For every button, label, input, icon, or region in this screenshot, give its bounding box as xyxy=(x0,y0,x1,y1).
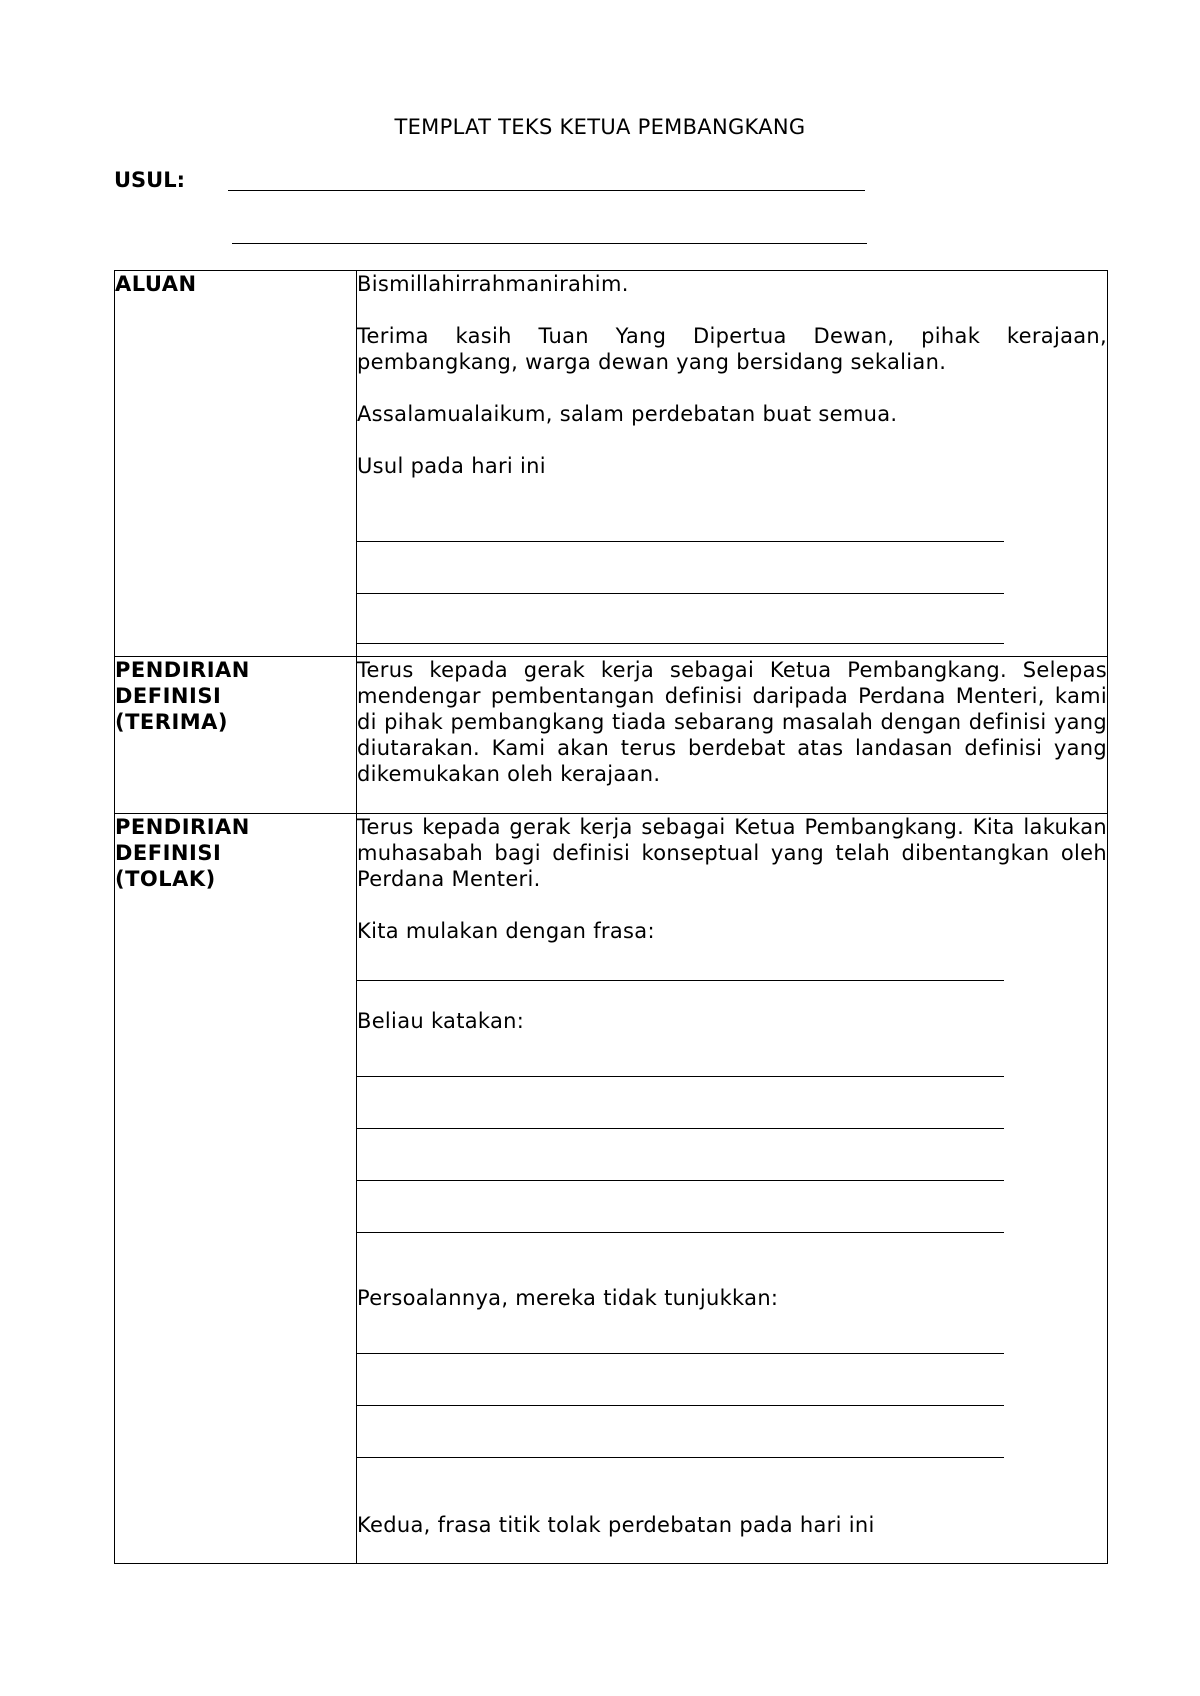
aluan-blank-line-3 xyxy=(357,643,1004,644)
tolak-intro: Terus kepada gerak kerja sebagai Ketua Pembangkang. Kita lakukan muhasabah bagi definisi konseptual yang telah dibentangkan oleh Perdana Menteri. xyxy=(357,815,1107,891)
tolak-label-cell xyxy=(115,814,357,1564)
tolak-label-line-1: PENDIRIAN xyxy=(115,815,250,839)
template-table xyxy=(114,270,1108,1564)
aluan-row xyxy=(115,271,1108,657)
terima-label-line-1: PENDIRIAN xyxy=(115,658,250,682)
terima-content-cell xyxy=(357,657,1108,814)
page-title: TEMPLAT TEKS KETUA PEMBANGKANG xyxy=(394,115,806,139)
tolak-label-line-3: (TOLAK) xyxy=(115,867,216,891)
terima-row xyxy=(115,657,1108,814)
terima-paragraph: Terus kepada gerak kerja sebagai Ketua Pembangkang. Selepas mendengar pembentangan definisi daripada Perdana Menteri, kami di pihak pembangkang tiada sebarang masalah dengan definisi yang diutarakan. Kami akan terus berdebat atas landasan definisi yang dikemukakan oleh kerajaan. xyxy=(357,658,1107,786)
usul-label: USUL: xyxy=(114,168,186,192)
tolak-kedua-prompt: Kedua, frasa titik tolak perdebatan pada hari ini xyxy=(357,1513,875,1537)
aluan-content-cell xyxy=(357,271,1108,657)
aluan-salam: Assalamualaikum, salam perdebatan buat semua. xyxy=(357,402,898,426)
terima-label-line-3: (TERIMA) xyxy=(115,710,228,734)
aluan-thanks: Terima kasih Tuan Yang Dipertua Dewan, pihak kerajaan, pembangkang, warga dewan yang bersidang sekalian. xyxy=(357,324,1107,374)
tolak-content-cell xyxy=(357,814,1108,1564)
tolak-row xyxy=(115,814,1108,1564)
tolak-persoalan-prompt: Persoalannya, mereka tidak tunjukkan: xyxy=(357,1286,779,1310)
terima-label-line-2: DEFINISI xyxy=(115,684,222,708)
tolak-beliau-prompt: Beliau katakan: xyxy=(357,1009,525,1033)
aluan-label: ALUAN xyxy=(115,272,197,296)
aluan-label-cell xyxy=(115,271,357,657)
terima-label-cell xyxy=(115,657,357,814)
usul-blank-line-1 xyxy=(228,190,865,191)
tolak-frasa-prompt: Kita mulakan dengan frasa: xyxy=(357,919,655,943)
tolak-label-line-2: DEFINISI xyxy=(115,841,222,865)
usul-blank-line-2 xyxy=(232,243,867,244)
aluan-usul-text: Usul pada hari ini xyxy=(357,454,546,478)
aluan-greeting: Bismillahirrahmanirahim. xyxy=(357,272,629,296)
